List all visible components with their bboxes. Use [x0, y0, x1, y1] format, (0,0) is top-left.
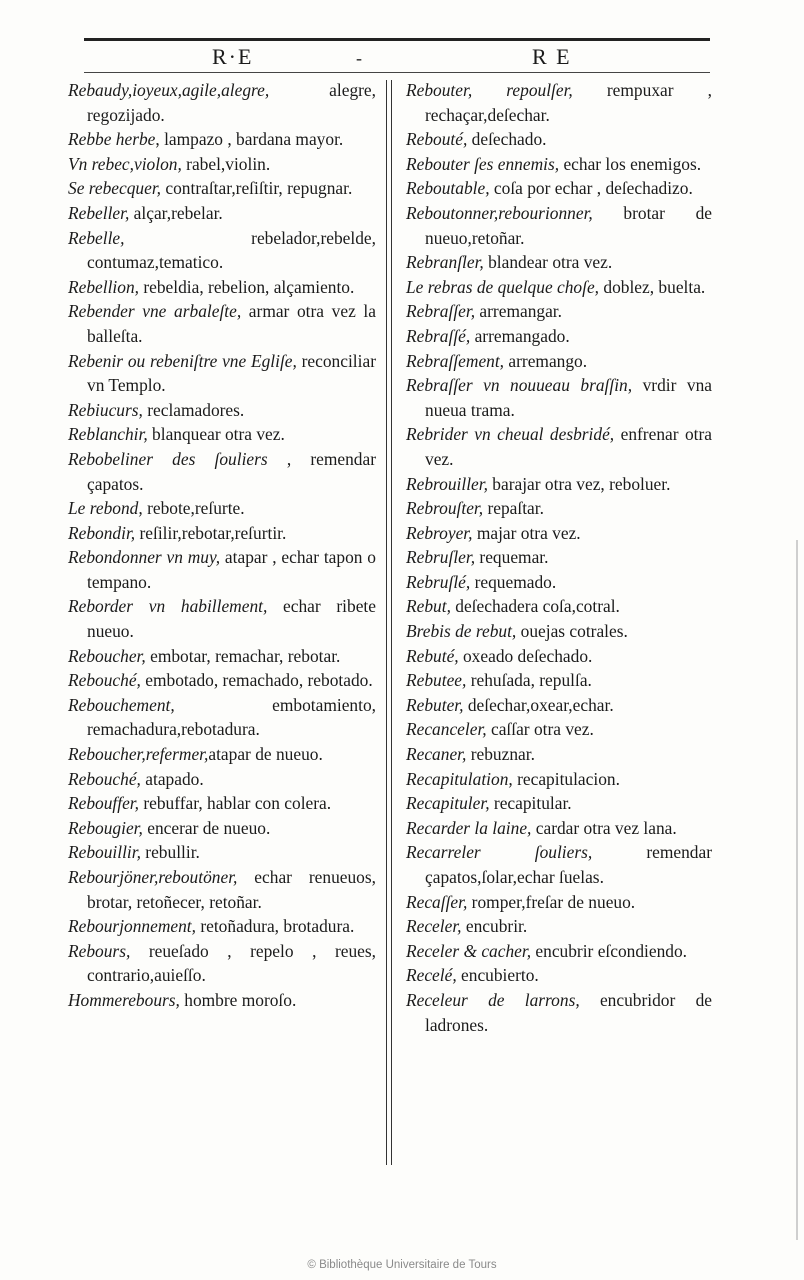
- entry-headword: Recelé,: [406, 965, 457, 986]
- entry-headword: Rebellion,: [68, 276, 139, 297]
- dictionary-entry: [68, 693, 376, 742]
- entry-headword: Rebbe herbe: [68, 129, 156, 150]
- entry-headword: Rebut,: [406, 596, 451, 617]
- entry-headword: Reboutable,: [406, 178, 490, 199]
- entry-headword: Recapituler,: [406, 793, 490, 814]
- entry-translation: atapar , echar tapon o tempano.: [87, 547, 376, 592]
- dictionary-entry: [406, 644, 712, 669]
- entry-headword: Rebruſlé,: [406, 571, 471, 592]
- entry-translation: arremango.: [504, 350, 588, 371]
- entry-headword: Rebouché,: [68, 670, 141, 691]
- entry-headword: Rebaudy,ioyeux,agile,alegre,: [68, 80, 270, 100]
- entry-translation: alçar,rebelar.: [129, 202, 223, 223]
- entry-headword: Rebraſſé,: [406, 325, 471, 346]
- header-subrule: [84, 72, 710, 73]
- dictionary-entry: [68, 447, 376, 496]
- dictionary-entry: [406, 791, 712, 816]
- entry-translation: arremangar.: [475, 301, 562, 322]
- entry-headword: Receler,: [406, 916, 462, 937]
- entry-headword: Rebuté,: [406, 645, 459, 666]
- entry-headword: Rebouillir,: [68, 842, 141, 863]
- entry-headword: Rebouté,: [406, 129, 468, 150]
- entry-headword: Le rebond,: [68, 498, 143, 519]
- entry-translation: oxeado deſechado.: [458, 645, 593, 666]
- entry-translation: encubrir eſcondiendo.: [531, 940, 688, 961]
- entry-translation: encerar de nueuo.: [142, 817, 271, 838]
- entry-headword: Rebrouiller,: [406, 473, 488, 494]
- header-rule: [84, 38, 710, 41]
- entry-headword: Rebuter,: [406, 694, 464, 715]
- dictionary-entry: [68, 865, 376, 914]
- entry-translation: , remendar çapatos.: [87, 448, 376, 494]
- dictionary-entry: [406, 767, 712, 792]
- entry-translation: brotar de nueuo,retoñar.: [425, 202, 712, 248]
- entry-headword: Recapitulation,: [406, 768, 513, 789]
- entry-translation: requemado.: [470, 571, 557, 592]
- entry-headword: Recaſſer,: [406, 891, 468, 912]
- running-head-left: R·E: [212, 44, 254, 69]
- dictionary-entry: [68, 299, 376, 348]
- entry-headword: Rebutee,: [406, 670, 467, 691]
- entry-translation: cardar otra vez lana.: [531, 817, 677, 838]
- dictionary-entry: [68, 422, 376, 447]
- entry-headword: Reboutonner,rebourionner,: [406, 202, 593, 223]
- dictionary-entry: [68, 521, 376, 546]
- dictionary-entry: [406, 890, 712, 915]
- dictionary-entry: [406, 594, 712, 619]
- entry-translation: remendar çapatos,ſolar,echar ſuelas.: [425, 842, 712, 887]
- entry-translation: recapitulacion.: [512, 768, 620, 789]
- dictionary-entry: [68, 767, 376, 792]
- entry-headword: Se rebecquer,: [68, 178, 162, 199]
- dictionary-entry: [406, 324, 712, 349]
- dictionary-entry: [406, 619, 712, 644]
- dictionary-entry: [406, 939, 712, 964]
- entry-headword: Rebouchement,: [68, 694, 175, 715]
- entry-headword: Rebelle,: [68, 227, 125, 248]
- entry-translation: echar ribete nueuo.: [87, 596, 376, 642]
- entry-headword: Recarreler ſouliers,: [406, 842, 593, 863]
- entry-translation: reueſado , repelo , reues, contrario,auieſſo.: [87, 940, 376, 986]
- entry-headword: Rebouter, repoulſer,: [406, 80, 573, 100]
- entry-translation: contraſtar,reſiſtir, repugnar.: [161, 178, 353, 199]
- library-credit: © Bibliothèque Universitaire de Tours: [307, 1259, 497, 1271]
- dictionary-entry: [406, 570, 712, 595]
- entry-translation: romper,freſar de nueuo.: [467, 891, 636, 912]
- dictionary-entry: [68, 152, 376, 177]
- entry-headword: Rebruſler,: [406, 547, 476, 568]
- dictionary-entry: [406, 988, 712, 1037]
- entry-headword: Hommerebours,: [68, 989, 180, 1010]
- entry-translation: armar otra vez la balleſta.: [87, 301, 376, 346]
- entry-translation: doblez, buelta.: [599, 276, 706, 297]
- entry-translation: arremangado.: [470, 325, 570, 346]
- entry-headword: Rebouter ſes ennemis,: [406, 153, 560, 174]
- column-divider: [386, 80, 387, 1165]
- entry-translation: deſechadera coſa,cotral.: [450, 596, 620, 617]
- entry-translation: vrdir vna nueua trama.: [425, 375, 712, 420]
- dictionary-entry: [68, 939, 376, 988]
- dictionary-entry: [406, 373, 712, 422]
- dictionary-entry: [68, 78, 376, 127]
- entry-translation: rempuxar , rechaçar,deſechar.: [425, 80, 712, 125]
- dictionary-entry: [406, 78, 712, 127]
- entry-translation: majar otra vez.: [472, 522, 581, 543]
- entry-headword: Rebourjöner,reboutöner,: [68, 867, 238, 887]
- dictionary-entry: [406, 422, 712, 471]
- dictionary-entry: [68, 644, 376, 669]
- entry-headword: Rebender vne arbaleſte,: [68, 301, 242, 322]
- entry-headword: Rebondir,: [68, 522, 136, 543]
- dictionary-entry: [406, 176, 712, 201]
- entry-translation: atapar de nueuo.: [208, 744, 323, 765]
- entry-headword: Rebouché,: [68, 768, 141, 789]
- entry-headword: Vn rebec,violon,: [68, 153, 182, 174]
- entry-headword: Reborder vn habillement,: [68, 596, 268, 617]
- entry-headword: Le rebras de quelque choſe,: [406, 276, 600, 297]
- dictionary-entry: [406, 250, 712, 275]
- entry-translation: repaſtar.: [483, 498, 544, 519]
- dictionary-entry: [406, 349, 712, 374]
- entry-translation: enfrenar otra vez.: [425, 424, 712, 469]
- dictionary-entry: [406, 963, 712, 988]
- entry-headword: Rebondonner vn muy,: [68, 547, 221, 568]
- entry-headword: Rebeller,: [68, 202, 130, 223]
- entry-translation: embotar, remachar, rebotar.: [145, 645, 341, 666]
- dictionary-entry: [406, 668, 712, 693]
- entry-translation: reconciliar vn Templo.: [87, 350, 376, 396]
- entry-translation: echar los enemigos.: [559, 153, 702, 174]
- entry-headword: Reboucher,: [68, 645, 146, 666]
- column-divider: [391, 80, 392, 1165]
- entry-headword: Recanceler,: [406, 719, 487, 740]
- entry-translation: caſſar otra vez.: [486, 719, 594, 740]
- entry-headword: Rebouffer,: [68, 793, 139, 814]
- entry-translation: recapitular.: [489, 793, 572, 814]
- entry-translation: requemar.: [475, 547, 549, 568]
- entry-headword: Rebranſler,: [406, 252, 484, 273]
- dictionary-entry: [406, 127, 712, 152]
- running-head-dash: -: [356, 48, 364, 68]
- dictionary-entry: [68, 398, 376, 423]
- entry-headword: Rebrider vn cheual desbridé,: [406, 424, 615, 445]
- dictionary-entry: [406, 152, 712, 177]
- entry-headword: Rebiucurs,: [68, 399, 143, 420]
- entry-translation: hombre moroſo.: [179, 989, 297, 1010]
- entry-headword: Rebours,: [68, 940, 131, 961]
- entry-headword: Recaner,: [406, 744, 467, 765]
- entry-translation: rehuſada, repulſa.: [466, 670, 592, 691]
- entry-translation: coſa por echar , deſechadizo.: [489, 178, 693, 199]
- dictionary-entry: [406, 717, 712, 742]
- entry-translation: , lampazo , bardana mayor.: [155, 129, 344, 150]
- entry-translation: deſechar,oxear,echar.: [463, 694, 614, 715]
- entry-headword: Receler & cacher,: [406, 940, 532, 961]
- entry-translation: deſechado.: [467, 129, 547, 150]
- entry-translation: ouejas cotrales.: [516, 621, 628, 642]
- entry-translation: blanquear otra vez.: [147, 424, 285, 445]
- dictionary-entry: [68, 791, 376, 816]
- dictionary-entry: [68, 349, 376, 398]
- entry-translation: embotado, remachado, rebotado.: [140, 670, 373, 691]
- dictionary-entry: [68, 176, 376, 201]
- entry-translation: alegre, regozijado.: [87, 80, 376, 125]
- entry-headword: Rebraſſer vn nouueau braſſin,: [406, 375, 633, 396]
- entry-headword: Reboucher,refermer,: [68, 744, 209, 765]
- entry-translation: reſilir,rebotar,reſurtir.: [135, 522, 287, 543]
- page-edge: [796, 540, 798, 1240]
- dictionary-entry: [406, 914, 712, 939]
- entry-translation: embotamiento, remachadura,rebotadura.: [87, 694, 376, 740]
- left-column: [68, 78, 376, 1013]
- entry-translation: atapado.: [140, 768, 204, 789]
- entry-headword: Rebougier,: [68, 817, 143, 838]
- entry-translation: rebuffar, hablar con colera.: [139, 793, 332, 814]
- dictionary-entry: [68, 545, 376, 594]
- dictionary-entry: [68, 275, 376, 300]
- entry-translation: encubrir.: [461, 916, 528, 937]
- dictionary-entry: [406, 742, 712, 767]
- dictionary-entry: [406, 545, 712, 570]
- entry-translation: rebelador,rebelde, contumaz,tematico.: [87, 227, 376, 273]
- dictionary-entry: [406, 299, 712, 324]
- entry-headword: Rebrouſter,: [406, 498, 484, 519]
- dictionary-entry: [68, 496, 376, 521]
- dictionary-entry: [406, 201, 712, 250]
- entry-translation: encubierto.: [456, 965, 539, 986]
- running-head-right: R E: [532, 44, 572, 69]
- entry-headword: Receleur de larrons,: [406, 989, 580, 1010]
- entry-translation: rebote,reſurte.: [142, 498, 245, 519]
- entry-headword: Rebroyer,: [406, 522, 473, 543]
- dictionary-entry: [406, 472, 712, 497]
- entry-headword: Rebenir ou rebeniſtre vne Egliſe,: [68, 350, 297, 371]
- entry-headword: Rebobeliner des ſouliers: [68, 448, 268, 469]
- dictionary-entry: [68, 816, 376, 841]
- dictionary-entry: [68, 201, 376, 226]
- entry-translation: encubridor de ladrones.: [425, 989, 712, 1035]
- entry-translation: rebullir.: [140, 842, 200, 863]
- entry-translation: rebuznar.: [466, 744, 535, 765]
- dictionary-entry: [68, 840, 376, 865]
- entry-translation: echar renueuos, brotar, retoñecer, retoñar.: [87, 867, 376, 912]
- dictionary-entry: [68, 914, 376, 939]
- entry-translation: retoñadura, brotadura.: [195, 916, 355, 937]
- dictionary-entry: [406, 840, 712, 889]
- entry-translation: rabel,violin.: [181, 153, 271, 174]
- dictionary-entry: [406, 816, 712, 841]
- entry-headword: Rebraſſer,: [406, 301, 476, 322]
- dictionary-entry: [406, 275, 712, 300]
- entry-headword: Brebis de rebut,: [406, 621, 517, 642]
- dictionary-entry: [68, 742, 376, 767]
- dictionary-entry: [68, 127, 376, 152]
- right-column: [406, 78, 712, 1037]
- dictionary-entry: [68, 226, 376, 275]
- entry-translation: reclamadores.: [142, 399, 245, 420]
- dictionary-entry: [406, 496, 712, 521]
- dictionary-entry: [406, 521, 712, 546]
- entry-translation: barajar otra vez, reboluer.: [487, 473, 671, 494]
- dictionary-entry: [68, 988, 376, 1013]
- entry-translation: blandear otra vez.: [483, 252, 613, 273]
- entry-headword: Rebourjonnement,: [68, 916, 196, 937]
- dictionary-entry: [68, 668, 376, 693]
- entry-headword: Reblanchir,: [68, 424, 148, 445]
- dictionary-entry: [406, 693, 712, 718]
- dictionary-entry: [68, 594, 376, 643]
- entry-headword: Rebraſſement,: [406, 350, 505, 371]
- entry-translation: rebeldia, rebelion, alçamiento.: [139, 276, 355, 297]
- entry-headword: Recarder la laine,: [406, 817, 532, 838]
